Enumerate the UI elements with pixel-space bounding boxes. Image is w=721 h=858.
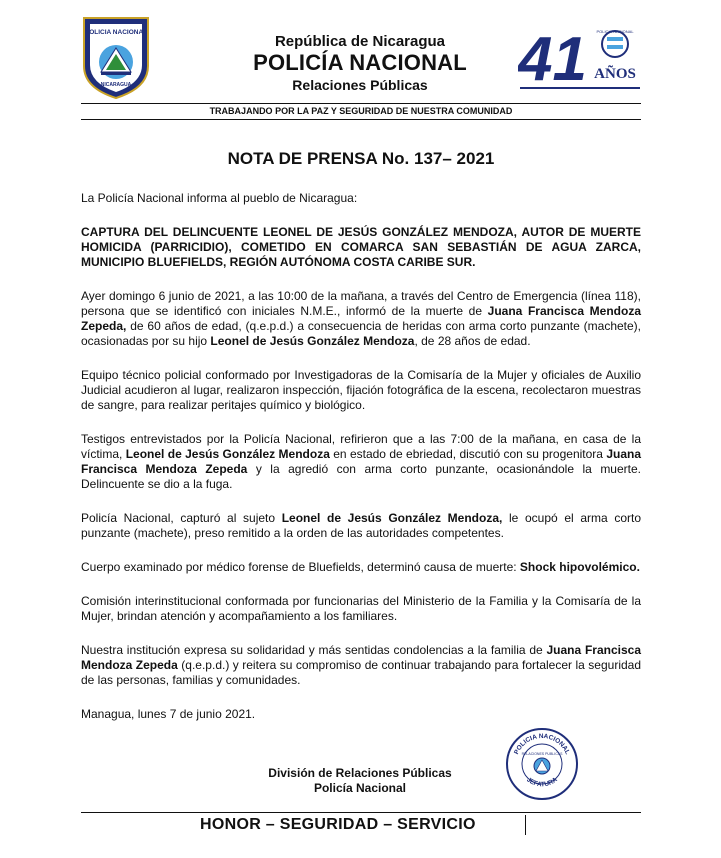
header-department: Relaciones Públicas [292,77,428,93]
header-top-rule [81,103,641,104]
header-slogan: TRABAJANDO POR LA PAZ Y SEGURIDAD DE NUESTRA COMUNIDAD [209,106,513,116]
paragraph-1: Ayer domingo 6 junio de 2021, a las 10:00 de la mañana, a través del Centro de Emergencia (línea 118), persona que se identificó con iniciales N.M.E., informó de la muerte de Juana Francisca Mendoza Zepeda, de 60 años de edad, (q.e.p.d.) a consecuencia de heridas con arma corto punzante (machete), ocasionadas por su hijo Leonel de Jesús González Mendoza, de 28 años de edad. [81,289,641,348]
header-institution: POLICÍA NACIONAL [253,50,467,75]
intro-paragraph: La Policía Nacional informa al pueblo de Nicaragua: [81,191,358,205]
paragraph-7: Nuestra institución expresa su solidaridad y más sentidas condolencias a la familia de Juana Francisca Mendoza Zepeda (q.e.p.d.) y reitera su compromiso de continuar trabajando para fortalecer la seguridad de las personas, familias y comunidades. [81,643,642,687]
anniversary-word: AÑOS [594,66,636,82]
paragraph-6: Comisión interinstitucional conformada por funcionarias del Ministerio de la Familia y la Comisaría de la Mujer, brindan atención y acompañamiento a los familiares. [81,594,641,623]
shield-bottom-text: NICARAGUA [100,82,132,88]
footer-rule [81,812,641,813]
policia-nacional-shield-logo [80,14,152,100]
header-country: República de Nicaragua [274,33,446,50]
stamp-middle-text: RELACIONES PUBLICAS [521,752,563,756]
signature-institution: Policía Nacional [313,781,407,795]
jefatura-stamp [504,726,580,802]
svg-text:JEFATURA [525,776,559,788]
press-release-body [81,191,641,722]
press-release-title: NOTA DE PRENSA No. 137– 2021 [227,149,495,168]
header-bottom-rule [81,119,641,120]
footer-cursor-bar [525,815,526,835]
stamp-top-text: POLICIA NACIONAL [513,732,571,756]
anniversary-badge-text: POLICIA NACIONAL [596,29,634,34]
paragraph-4: Policía Nacional, capturó al sujeto Leonel de Jesús González Mendoza, le ocupó el arma corto punzante (machete), preso remitido a la orden de las autoridades competentes. [81,511,641,540]
signature-division: División de Relaciones Públicas [268,766,452,780]
anniversary-41-logo [518,22,648,92]
headline-paragraph: CAPTURA DEL DELINCUENTE LEONEL DE JESÚS GONZÁLEZ MENDOZA, AUTOR DE MUERTE HOMICIDA (PARRICIDIO), COMETIDO EN COMARCA SAN SEBASTIÁN DE AGUA ZARCA, MUNICIPIO BLUEFIELDS, REGIÓN AUTÓNOMA COSTA CARIBE SUR. [81,225,641,269]
stamp-bottom-text: JEFATURA [525,776,559,789]
shield-top-text: POLICIA NACIONAL [84,29,148,36]
paragraph-2: Equipo técnico policial conformado por Investigadoras de la Comisaría de la Mujer y oficiales de Auxilio Judicial acudieron al lugar, realizaron inspección, fijación fotográfica de la escena, recolectaron muestras de sangre, para realizar peritajes químico y biológico. [81,368,641,412]
footer-motto: HONOR – SEGURIDAD – SERVICIO [200,816,476,833]
anniversary-number: 41 [518,25,587,92]
paragraph-5: Cuerpo examinado por médico forense de Bluefields, determinó causa de muerte: Shock hipovolémico. [81,560,640,574]
paragraph-3: Testigos entrevistados por la Policía Nacional, refirieron que a las 7:00 de la mañana, en casa de la víctima, Leonel de Jesús González Mendoza en estado de ebriedad, discutió con su progenitora Juana Francisca Mendoza Zepeda y la agredió con arma corto punzante, ocasionándole la muerte. Delincuente se dio a la fuga. [81,432,642,491]
closing-date: Managua, lunes 7 de junio 2021. [81,707,256,721]
